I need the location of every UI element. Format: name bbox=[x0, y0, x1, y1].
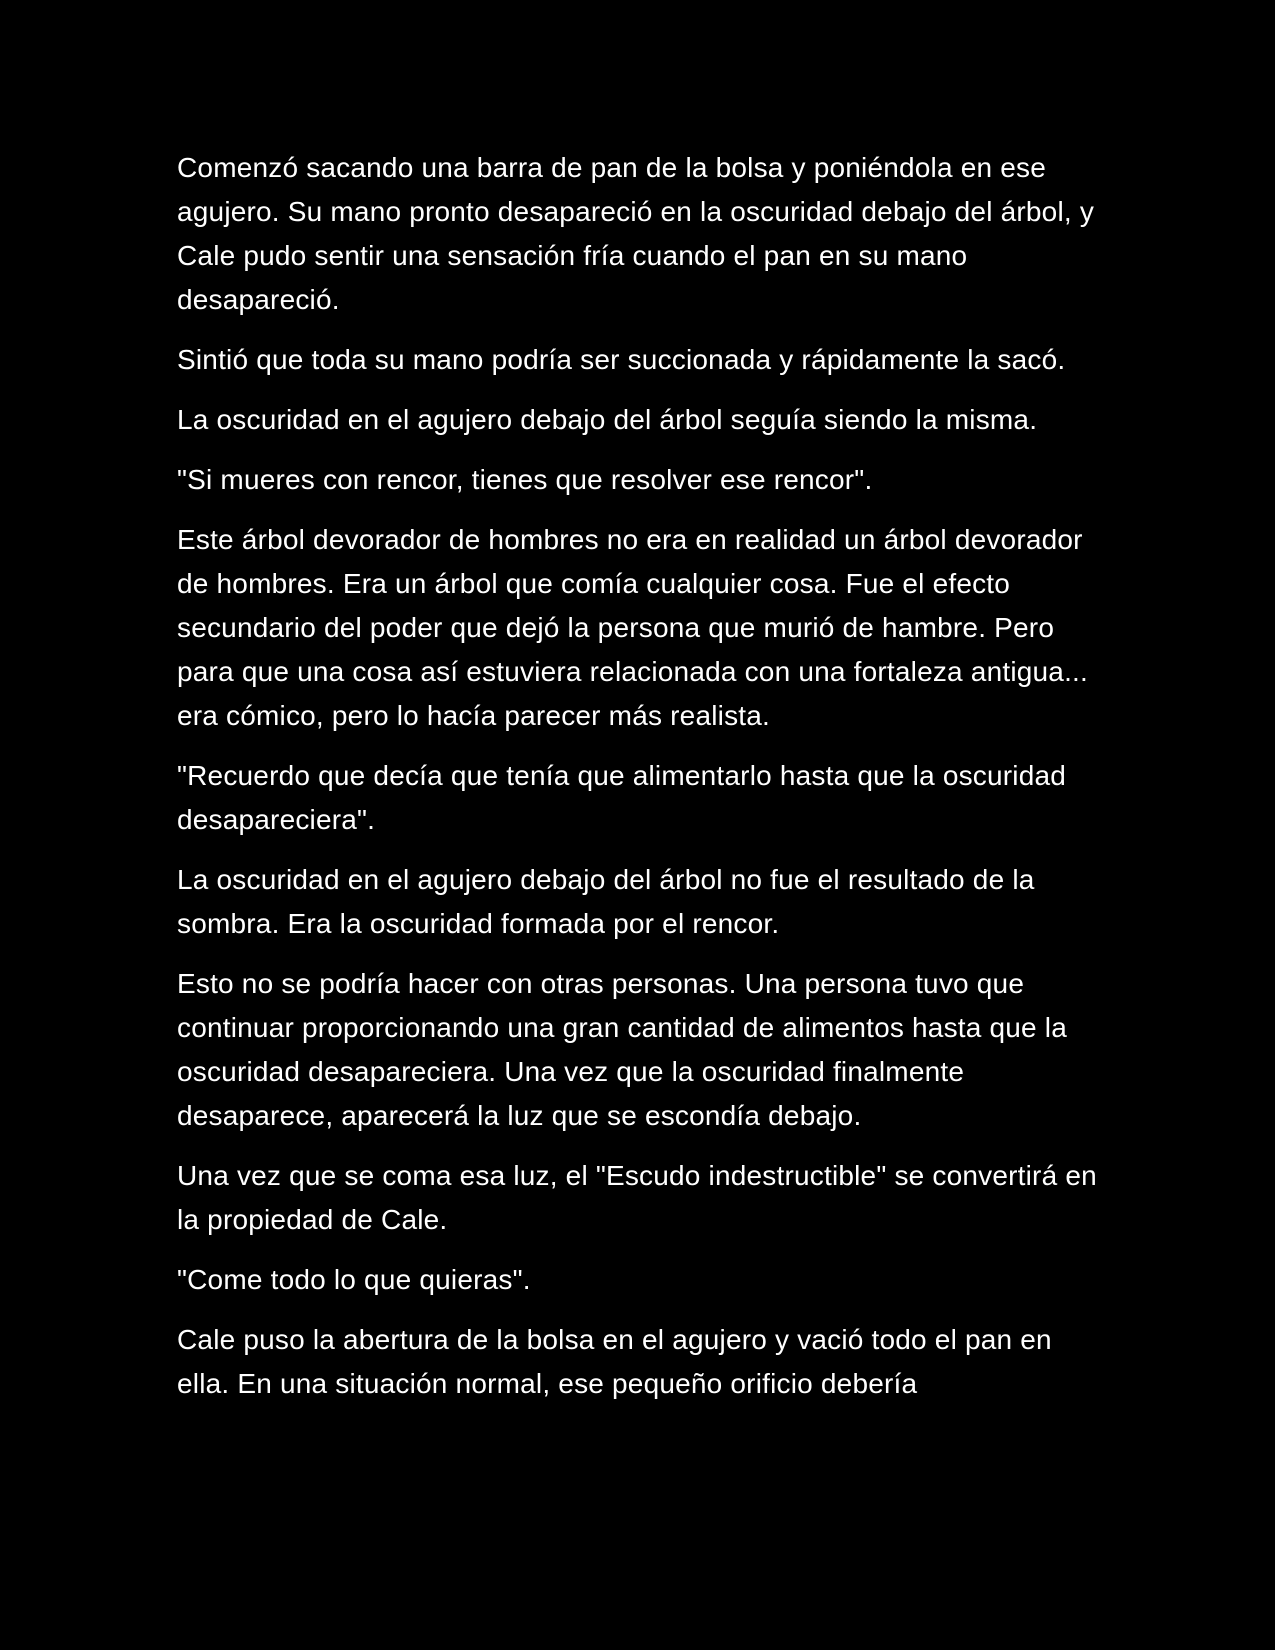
paragraph: Esto no se podría hacer con otras personas. Una persona tuvo que continuar proporcionando una gran cantidad de alimentos hasta que la oscuridad desapareciera. Una vez que la oscuridad finalmente desaparece, aparecerá la luz que se escondía debajo. bbox=[177, 968, 1067, 1131]
paragraph: "Si mueres con rencor, tienes que resolver ese rencor". bbox=[177, 464, 873, 495]
paragraph: Una vez que se coma esa luz, el "Escudo indestructible" se convertirá en la propiedad de Cale. bbox=[177, 1160, 1097, 1235]
paragraph: Sintió que toda su mano podría ser succionada y rápidamente la sacó. bbox=[177, 344, 1066, 375]
paragraph: Este árbol devorador de hombres no era en realidad un árbol devorador de hombres. Era un árbol que comía cualquier cosa. Fue el efecto secundario del poder que dejó la persona que murió de hambre. Pero para que una cosa así estuviera relacionada con una fortaleza antigua... era cómico, pero lo hacía parecer más realista. bbox=[177, 524, 1089, 731]
paragraph: La oscuridad en el agujero debajo del árbol seguía siendo la misma. bbox=[177, 404, 1038, 435]
paragraph: La oscuridad en el agujero debajo del árbol no fue el resultado de la sombra. Era la oscuridad formada por el rencor. bbox=[177, 864, 1035, 939]
paragraph: "Come todo lo que quieras". bbox=[177, 1264, 531, 1295]
paragraph: "Recuerdo que decía que tenía que alimentarlo hasta que la oscuridad desapareciera". bbox=[177, 760, 1067, 835]
body-text bbox=[177, 146, 1107, 1422]
paragraph: Cale puso la abertura de la bolsa en el agujero y vació todo el pan en ella. En una situación normal, ese pequeño orificio debería bbox=[177, 1324, 1052, 1399]
paragraph: Comenzó sacando una barra de pan de la bolsa y poniéndola en ese agujero. Su mano pronto desapareció en la oscuridad debajo del árbol, y Cale pudo sentir una sensación fría cuando el pan en su mano desapareció. bbox=[177, 152, 1095, 315]
